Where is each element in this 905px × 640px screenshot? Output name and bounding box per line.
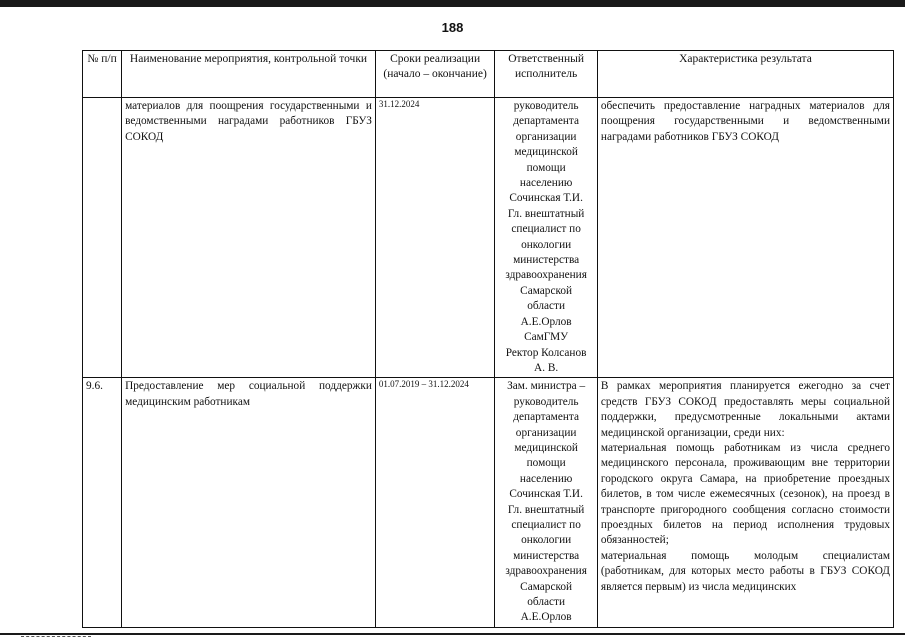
responsible-line: помощи [526, 161, 566, 174]
row-result [597, 378, 893, 628]
table-header-row [83, 51, 894, 98]
table-row [83, 98, 894, 378]
responsible-line: Сочинская Т.И. [509, 488, 583, 501]
table-row [83, 378, 894, 628]
header-num: № п/п [83, 51, 122, 98]
responsible-line: онкологии [521, 238, 572, 251]
row-dates: 31.12.2024 [375, 98, 494, 378]
row-num [83, 98, 122, 378]
responsible-line: специалист по [511, 518, 581, 531]
measures-table [82, 50, 894, 628]
result-paragraph: материальная помощь молодым специалистам (работникам, для которых место работы в ГБУЗ СОКОД является первым) из числа медицинских [600, 549, 890, 593]
row-result [597, 98, 893, 378]
header-responsible: Ответственный исполнитель [495, 51, 598, 98]
responsible-line: министерства [513, 254, 580, 267]
responsible-line: Самарской [520, 284, 573, 297]
responsible-line: специалист по [511, 223, 581, 236]
responsible-line: Зам. министра – [507, 380, 586, 393]
responsible-line: Гл. внештатный [507, 207, 585, 220]
row-name: материалов для поощрения государственными и ведомственными наградами работников ГБУЗ СОКОД [122, 98, 376, 378]
row-dates: 01.07.2019 – 31.12.2024 [375, 378, 494, 628]
responsible-line: министерства [513, 549, 580, 562]
result-paragraph: материальная помощь работникам из числа среднего медицинского персонала, проживающим вне территории городского округа Самара, на приобретение проездных билетов, в том числе ежемесячных (сезонок), на проезд в транспорте пригородного сообщения согласно стоимости проездных билетов на период исполнения трудовых обязанностей; [600, 441, 890, 547]
responsible-line: области [527, 596, 565, 608]
responsible-line: руководитель [513, 395, 579, 408]
row-num: 9.6. [83, 378, 122, 628]
row-name: Предоставление мер социальной поддержки медицинским работникам [122, 378, 376, 628]
responsible-line: А. В. [534, 361, 559, 374]
responsible-line: Гл. внештатный [507, 503, 585, 516]
responsible-line: здравоохранения [505, 565, 587, 578]
bottom-left-mark [21, 636, 91, 638]
responsible-line: населению [519, 177, 573, 190]
responsible-line: Самарской [520, 580, 573, 593]
responsible-line: здравоохранения [505, 269, 587, 282]
responsible-line: медицинской [514, 441, 578, 454]
page-number: 188 [441, 20, 464, 35]
responsible-line: Сочинская Т.И. [509, 192, 583, 205]
responsible-line: онкологии [521, 534, 572, 547]
responsible-line: медицинской [514, 146, 578, 159]
header-result: Характеристика результата [597, 51, 893, 98]
bottom-border-rule [0, 633, 905, 635]
row-responsible [495, 378, 598, 628]
responsible-line: руководитель [513, 100, 579, 112]
responsible-line: департамента [513, 411, 579, 424]
result-paragraph: обеспечить предоставление наградных материалов для поощрения государственными и ведомственными наградами работников ГБУЗ СОКОД [600, 100, 890, 143]
responsible-line: Ректор Колсанов [505, 346, 587, 359]
header-dates: Сроки реализации (начало – окончание) [375, 51, 494, 98]
responsible-line: области [527, 300, 565, 313]
responsible-line: организации [515, 426, 577, 439]
responsible-line: А.Е.Орлов [520, 611, 572, 624]
row-responsible [495, 98, 598, 378]
result-paragraph: В рамках мероприятия планируется ежегодно за счет средств ГБУЗ СОКОД предоставлять меры социальной поддержки, предусмотренные локальными актами медицинской организации, среди них: [600, 380, 890, 439]
header-name: Наименование мероприятия, контрольной точки [122, 51, 376, 98]
responsible-line: департамента [513, 115, 579, 128]
responsible-line: А.Е.Орлов [520, 315, 572, 328]
responsible-line: населению [519, 472, 573, 485]
responsible-line: помощи [526, 457, 566, 470]
responsible-line: СамГМУ [524, 331, 569, 344]
responsible-line: организации [515, 130, 577, 143]
top-border-rule [0, 0, 905, 7]
